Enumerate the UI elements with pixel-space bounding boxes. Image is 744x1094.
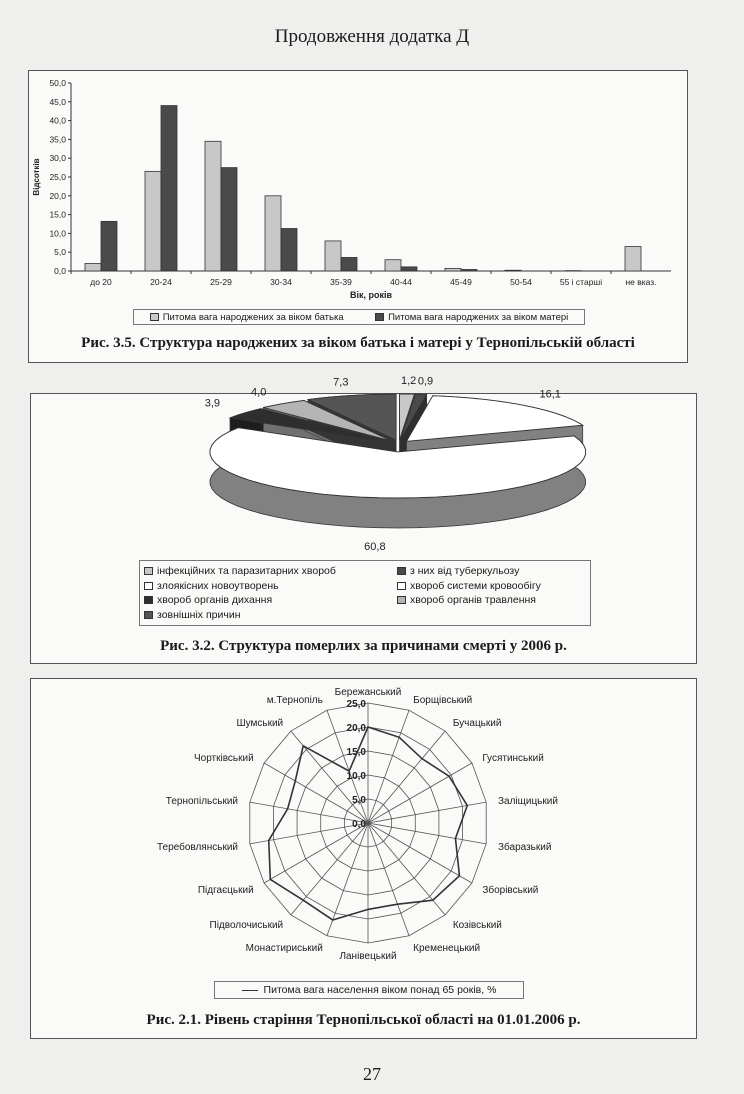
bar-chart-caption: Рис. 3.5. Структура народжених за віком батька і матері у Тернопільській області xyxy=(81,335,635,351)
bar-mother xyxy=(221,168,237,271)
pie-value-label: 60,8 xyxy=(364,540,386,553)
radar-tick-label: 5,0 xyxy=(352,795,366,806)
legend-item-infectious xyxy=(144,564,397,578)
legend-label: з них від туберкульозу xyxy=(410,564,520,577)
x-tick-label: до 20 xyxy=(90,277,112,287)
legend-swatch-mother xyxy=(375,313,384,321)
pie-value-label: 1,2 xyxy=(401,374,417,387)
x-tick-label: 30-34 xyxy=(270,277,292,287)
legend-label: злоякісних новоутворень xyxy=(157,579,279,592)
radar-category-label: Чортківський xyxy=(193,753,254,764)
radar-spoke xyxy=(368,710,409,823)
pie-chart-legend xyxy=(139,560,591,626)
legend-item-father xyxy=(150,312,344,323)
radar-category-label: м.Тернопіль xyxy=(266,694,323,706)
bar-mother xyxy=(341,257,357,271)
radar-category-label: Теребовлянський xyxy=(156,841,239,853)
bar-father xyxy=(325,241,341,271)
radar-category-label: Бучацький xyxy=(452,717,502,729)
y-tick-label: 40,0 xyxy=(49,115,66,126)
y-tick-label: 10,0 xyxy=(49,228,66,239)
pie-value-label: 7,3 xyxy=(333,376,349,389)
page-number: 27 xyxy=(363,1064,381,1084)
radar-category-label: Підволочиський xyxy=(209,920,284,932)
legend-swatch xyxy=(144,611,153,619)
y-tick-label: 5,0 xyxy=(54,247,66,258)
radar-tick-label: 25,0 xyxy=(346,699,366,710)
legend-label: зовнішніх причин xyxy=(157,609,241,622)
bar-father xyxy=(85,263,101,271)
radar-category-label: Кременецький xyxy=(413,943,481,955)
legend-item-respiratory xyxy=(144,594,397,608)
pie-chart-caption: Рис. 3.2. Структура померлих за причинами смерті у 2006 р. xyxy=(160,638,567,654)
pie-chart xyxy=(31,374,696,564)
x-tick-label: 35-39 xyxy=(330,277,352,287)
legend-swatch xyxy=(397,582,406,590)
bar-father xyxy=(205,141,221,271)
radar-tick-label: 0,0 xyxy=(352,819,366,830)
radar-spoke xyxy=(368,823,409,936)
bar-father xyxy=(445,268,461,271)
legend-swatch xyxy=(144,596,153,604)
legend-item-digestive xyxy=(397,594,596,608)
bar-father xyxy=(145,171,161,271)
radar-chart-panel xyxy=(30,678,697,1039)
radar-category-label: Тернопільський xyxy=(165,796,239,808)
legend-swatch xyxy=(397,596,406,604)
legend-label-father: Питома вага народжених за віком батька xyxy=(162,311,344,323)
x-tick-label: 55 і старші xyxy=(559,277,603,287)
legend-label: хвороб органів дихання xyxy=(157,594,273,607)
legend-swatch xyxy=(144,567,153,575)
legend-swatch-father xyxy=(150,313,159,321)
legend-label: хвороб системи кровообігу xyxy=(410,579,541,592)
x-tick-label: 50-54 xyxy=(510,277,532,287)
pie-value-label: 4,0 xyxy=(251,386,267,399)
legend-item-tuberculosis xyxy=(397,564,596,578)
x-tick-label: 25-29 xyxy=(210,277,232,287)
radar-tick-label: 10,0 xyxy=(346,771,366,782)
radar-category-label: Ланівецький xyxy=(339,951,397,962)
radar-category-label: Бережанський xyxy=(334,687,402,698)
bar-chart-legend xyxy=(133,309,585,325)
x-axis-label: Вік, років xyxy=(349,290,393,300)
radar-category-label: Монастириський xyxy=(245,943,323,955)
radar-tick-label: 20,0 xyxy=(346,723,366,734)
y-tick-label: 45,0 xyxy=(49,96,66,107)
x-tick-label: 40-44 xyxy=(390,277,412,287)
pie-value-label: 3,9 xyxy=(204,397,221,410)
bar-mother xyxy=(101,221,117,271)
y-axis-label: Відсотків xyxy=(32,158,41,196)
y-tick-label: 0,0 xyxy=(54,266,66,276)
radar-category-label: Заліщицький xyxy=(497,796,558,808)
legend-label: хвороб органів травлення xyxy=(410,594,536,607)
x-tick-label: 45-49 xyxy=(450,277,472,287)
legend-label-radar: Питома вага населення віком понад 65 років, % xyxy=(263,984,497,996)
legend-line-swatch xyxy=(242,990,258,991)
bar-mother xyxy=(461,269,477,271)
y-tick-label: 25,0 xyxy=(49,172,66,182)
radar-category-label: Козівський xyxy=(452,920,502,932)
legend-label-mother: Питома вага народжених за віком матері xyxy=(388,311,569,323)
legend-label: інфекційних та паразитарних хвороб xyxy=(157,564,336,577)
legend-item-neoplasms xyxy=(144,579,397,593)
bar-chart-panel xyxy=(28,70,688,363)
bar-father xyxy=(505,270,521,271)
y-tick-label: 30,0 xyxy=(49,153,66,164)
legend-swatch xyxy=(144,582,153,590)
radar-category-label: Борщівський xyxy=(413,694,473,706)
x-tick-label: 20-24 xyxy=(150,277,172,287)
radar-category-label: Шумський xyxy=(236,717,284,729)
legend-item-external xyxy=(144,608,397,622)
radar-chart-legend xyxy=(214,981,524,999)
bar-father xyxy=(265,196,281,271)
y-tick-label: 35,0 xyxy=(49,134,66,145)
pie-chart-panel xyxy=(30,374,697,664)
y-tick-label: 15,0 xyxy=(49,209,66,220)
radar-chart xyxy=(31,679,696,979)
radar-category-label: Зборівський xyxy=(482,885,539,896)
legend-swatch xyxy=(397,567,406,575)
x-tick-label: не вказ. xyxy=(625,277,657,287)
legend-item-circulatory xyxy=(397,579,596,593)
page-header: Продовження додатка Д xyxy=(274,26,470,47)
bar-father xyxy=(625,247,641,271)
y-tick-label: 20,0 xyxy=(49,190,66,201)
legend-item-mother xyxy=(375,312,568,323)
pie-value-label: 0,9 xyxy=(417,375,434,388)
radar-chart-caption: Рис. 2.1. Рівень старіння Тернопільської області на 01.01.2006 р. xyxy=(146,1012,581,1028)
bar-mother xyxy=(401,267,417,271)
radar-tick-label: 15,0 xyxy=(346,747,366,758)
radar-category-label: Збаразький xyxy=(497,841,552,853)
y-tick-label: 50,0 xyxy=(49,78,66,88)
radar-category-label: Підгаєцький xyxy=(197,885,254,896)
bar-mother xyxy=(281,229,297,271)
radar-category-label: Гусятинський xyxy=(482,753,544,764)
radar-spoke xyxy=(327,823,368,936)
pie-value-label: 16,1 xyxy=(539,388,561,401)
bar-father xyxy=(385,260,401,271)
bar-mother xyxy=(161,106,177,271)
